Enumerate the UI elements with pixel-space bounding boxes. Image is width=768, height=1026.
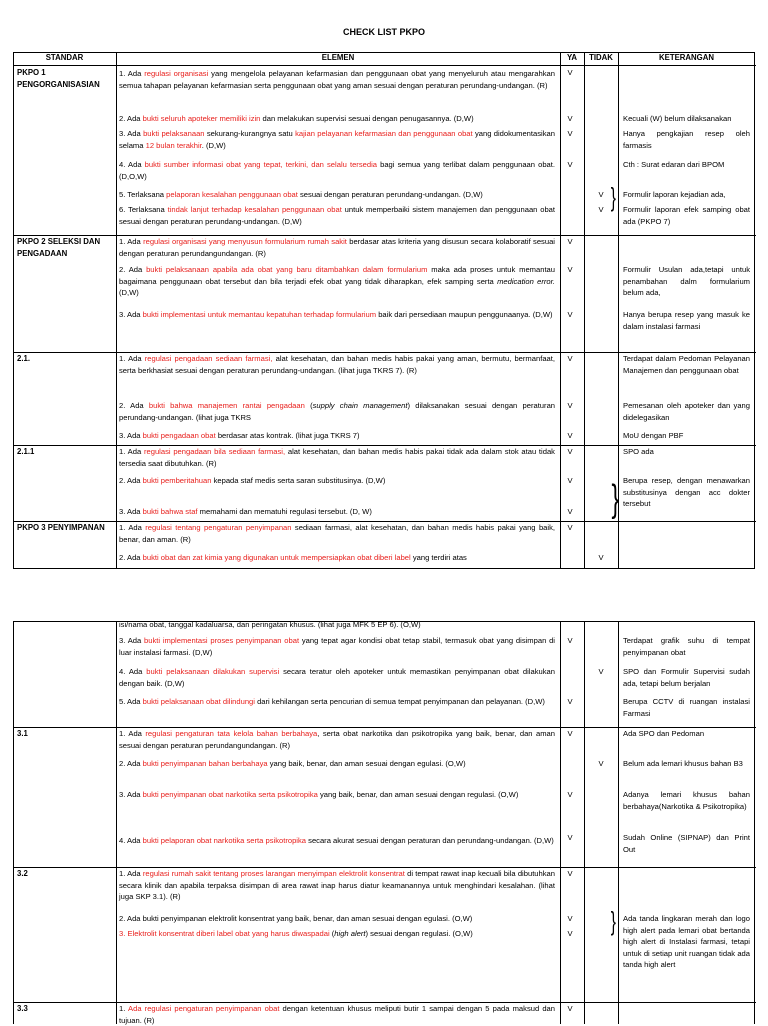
header-ya: YA xyxy=(566,53,578,62)
check-ya: V xyxy=(567,697,573,706)
column-divider xyxy=(116,621,117,1024)
check-tidak: V xyxy=(598,667,604,676)
element-item: 2. Ada bukti pemberitahuan kepada staf medis serta saran substitusinya. (D,W) xyxy=(119,476,386,485)
column-divider xyxy=(560,52,561,569)
keterangan-note: Hanya pengkajian resep oleh farmasis xyxy=(623,129,750,150)
header-divider xyxy=(13,65,756,66)
check-tidak: V xyxy=(598,205,604,214)
standard-label: 3.3 xyxy=(17,1004,28,1013)
header-tidak: TIDAK xyxy=(589,53,613,62)
check-ya: V xyxy=(567,129,573,138)
keterangan-note: MoU dengan PBF xyxy=(623,431,684,440)
element-item: 3. Ada bukti penyimpanan obat narkotika serta psikotropika yang baik, benar, dan aman sesuai dengan regulasi. (O,W) xyxy=(119,790,519,799)
keterangan-note: Adanya lemari khusus bahan berbahaya(Narkotika & Psikotropika) xyxy=(623,790,750,811)
keterangan-note: Sudah Online (SIPNAP) dan Print Out xyxy=(623,833,750,854)
keterangan-note: Terdapat dalam Pedoman Pelayanan Manajemen dan penggunaan obat xyxy=(623,354,750,375)
column-divider xyxy=(618,621,619,1024)
check-tidak: V xyxy=(598,190,604,199)
keterangan-note: Hanya berupa resep yang masuk ke dalam instalasi farmasi xyxy=(623,310,750,331)
check-ya: V xyxy=(567,833,573,842)
check-ya: V xyxy=(567,914,573,923)
element-item: 1. Ada regulasi organisasi yang mengelola pelayanan kefarmasian dan penggunaan obat yang menyeluruh atau mengarahkan semua tahapan pelayanan kefarmasian serta penggunaan obat yang aman sesuai dengan peraturan perundang-undangan. (R) xyxy=(119,69,555,90)
element-item: 3. Elektrolit konsentrat diberi label obat yang harus diwaspadai (high alert) sesuai dengan regulasi. (O,W) xyxy=(119,929,473,938)
element-item: 1. Ada regulasi tentang pengaturan penyimpanan sediaan farmasi, alat kesehatan, dan bahan medis habis pakai yang baik, benar, dan aman. (R) xyxy=(119,523,555,544)
element-item: isi/nama obat, tanggal kadaluarsa, dan peringatan khusus. (lihat juga MFK 5 EP 6). (O,W) xyxy=(119,620,421,629)
check-ya: V xyxy=(567,160,573,169)
check-ya: V xyxy=(567,68,573,77)
element-item: 4. Ada bukti pelaporan obat narkotika serta psikotropika secara akurat sesuai dengan peraturan dan perundang-undangan. (D,W) xyxy=(119,836,554,845)
checklist-table-page-2 xyxy=(13,621,756,1024)
header-standar: STANDAR xyxy=(45,53,84,62)
element-item: 3. Ada bukti implementasi untuk memantau kepatuhan terhadap formularium baik dari persediaan maupun penggunaanya. (D,W) xyxy=(119,310,553,319)
check-ya: V xyxy=(567,265,573,274)
checklist-table-page-1 xyxy=(13,52,756,569)
check-ya: V xyxy=(567,523,573,532)
check-ya: V xyxy=(567,507,573,516)
element-item: 5. Ada bukti pelaksanaan obat dilindungi dari kehilangan serta pencurian di semua tempat penyimpanan dan pelayanan. (D,W) xyxy=(119,697,545,706)
keterangan-note: Ada SPO dan Pedoman xyxy=(623,729,705,738)
header-elemen: ELEMEN xyxy=(321,53,355,62)
element-item: 1. Ada regulasi pengadaan bila sediaan farmasi, alat kesehatan, dan bahan medis habis pakai tidak ada dalam stok atau tidak tersedia saat dibutuhkan. (R) xyxy=(119,447,555,468)
keterangan-note: Terdapat grafik suhu di tempat penyimpanan obat xyxy=(623,636,750,657)
check-ya: V xyxy=(567,237,573,246)
element-item: 4. Ada bukti sumber informasi obat yang tepat, terkini, dan selalu tersedia bagi semua yang terlibat dalam penggunaan obat. (D,O,W) xyxy=(119,160,555,181)
standard-label: PKPO 2 SELEKSI DAN PENGADAAN xyxy=(17,237,101,259)
page-title: CHECK LIST PKPO xyxy=(342,27,425,37)
check-ya: V xyxy=(567,790,573,799)
element-item: 1. Ada regulasi pengaturan penyimpanan obat dengan ketentuan khusus meliputi butir 1 sampai dengan 5 pada maksud dan tujuan. (R) xyxy=(119,1004,555,1025)
standard-label: PKPO 1 PENGORGANISASIAN xyxy=(17,68,100,90)
standard-label: 3.1 xyxy=(17,729,28,738)
keterangan-note: SPO ada xyxy=(623,447,654,456)
brace-mark: } xyxy=(611,478,620,520)
element-item: 2. Ada bukti penyimpanan bahan berbahaya yang baik, benar, dan aman sesuai dengan egulasi. (O,W) xyxy=(119,759,466,768)
element-item: 6. Terlaksana tindak lanjut terhadap kesalahan penggunaan obat untuk memperbaiki sistem manajemen dan penggunaan obat sesuai dengan peraturan perundang-undangan. (D,W) xyxy=(119,205,556,226)
element-item: 3. Ada bukti implementasi proses penyimpanan obat yang tepat agar kondisi obat tetap stabil, termasuk obat yang disimpan di luar instalasi farmasi. (D,W) xyxy=(119,636,555,657)
standard-label: 3.2 xyxy=(17,869,28,878)
check-ya: V xyxy=(567,476,573,485)
keterangan-note: Cth : Surat edaran dari BPOM xyxy=(623,160,725,169)
check-ya: V xyxy=(567,869,573,878)
element-item: 1. Ada regulasi pengadaan sediaan farmasi, alat kesehatan, dan bahan medis habis pakai yang aman, bermutu, bermanfaat, serta berkhasiat sesuai dengan peraturan perundang-undangan. (lihat juga TKRS 7). (R) xyxy=(119,354,555,375)
element-item: 1. Ada regulasi organisasi yang menyusun formularium rumah sakit berdasar atas kriteria yang disusun secara kolaboratif sesuai dengan peraturan perundangundangan. (R) xyxy=(119,237,555,258)
element-item: 2. Ada bukti bahwa manajemen rantai pengadaan (supply chain management) dilaksanakan sesuai dengan peraturan perundang-undangan. (lihat juga TKRS xyxy=(119,401,556,422)
column-divider xyxy=(584,52,585,569)
check-tidak: V xyxy=(598,759,604,768)
keterangan-note: Formulir laporan efek samping obat ada (PKPO 7) xyxy=(623,205,750,226)
element-item: 2. Ada bukti pelaksanaan apabila ada obat yang baru ditambahkan dalam formularium maka ada proses untuk memantau bagaimana penggunaan obat tersebut dan bila terjadi efek obat yang tidak diharapkan, efek samping serta medication error. (D,W) xyxy=(119,265,556,298)
element-item: 2. Ada bukti obat dan zat kimia yang digunakan untuk mempersiapkan obat diberi label yang terdiri atas xyxy=(119,553,467,562)
header-keterangan: KETERANGAN xyxy=(658,53,714,62)
keterangan-note: Formulir laporan kejadian ada, xyxy=(623,190,726,199)
check-ya: V xyxy=(567,447,573,456)
check-ya: V xyxy=(567,929,573,938)
keterangan-note: Kecuali (W) belum dilaksanakan xyxy=(623,114,732,123)
column-divider xyxy=(584,621,585,1024)
element-item: 1. Ada regulasi rumah sakit tentang proses larangan menyimpan elektrolit konsentrat di tempat rawat inap kecuali bila dibutuhkan secara klinik dan apabila terpaksa disimpan di area rawat inap harus diatur keamanannya untuk menghindari kesalahan. (lihat juga SKP 3.1). (R) xyxy=(119,869,555,902)
brace-mark: } xyxy=(610,182,616,212)
keterangan-note: Berupa CCTV di ruangan instalasi Farmasi xyxy=(623,697,750,718)
keterangan-note: Berupa resep, dengan menawarkan substitusinya dengan acc dokter tersebut xyxy=(623,476,750,509)
check-ya: V xyxy=(567,354,573,363)
element-item: 5. Terlaksana pelaporan kesalahan penggunaan obat sesuai dengan peraturan perundang-undangan. (D,W) xyxy=(119,190,483,199)
keterangan-note: Formulir Usulan ada,tetapi untuk penambahan dalm formularium belum ada, xyxy=(623,265,750,298)
column-divider xyxy=(560,621,561,1024)
keterangan-note: Belum ada lemari khusus bahan B3 xyxy=(623,759,743,768)
check-ya: V xyxy=(567,729,573,738)
keterangan-note: Ada tanda lingkaran merah dan logo high alert pada lemari obat bertanda high alert di Instalasi farmasi, tetapi untuk di setiap unit ruangan tidak ada tanda high alert xyxy=(623,914,750,970)
element-item: 3. Ada bukti pengadaan obat berdasar atas kontrak. (lihat juga TKRS 7) xyxy=(119,431,360,440)
element-item: 2. Ada bukti penyimpanan elektrolit konsentrat yang baik, benar, dan aman sesuai dengan egulasi. (O,W) xyxy=(119,914,473,923)
element-item: 2. Ada bukti seluruh apoteker memiliki izin dan melakukan supervisi sesuai dengan penugasannya. (D,W) xyxy=(119,114,474,123)
check-ya: V xyxy=(567,431,573,440)
standard-label: 2.1.1 xyxy=(17,447,35,456)
keterangan-note: SPO dan Formulir Supervisi sudah ada, tetapi belum berjalan xyxy=(623,667,750,688)
check-ya: V xyxy=(567,401,573,410)
brace-mark: } xyxy=(610,906,616,936)
element-item: 1. Ada regulasi pengaturan tata kelola bahan berbahaya, serta obat narkotika dan psikotropika yang baik, benar, dan aman sesuai dengan peraturan perundangundangan. (R) xyxy=(119,729,555,750)
check-tidak: V xyxy=(598,553,604,562)
element-item: 4. Ada bukti pelaksanaan dilakukan supervisi secara teratur oleh apoteker untuk memastikan penyimpanan obat dilakukan dengan baik. (D,W) xyxy=(119,667,555,688)
keterangan-note: Pemesanan oleh apoteker dan yang didelegasikan xyxy=(623,401,750,422)
check-ya: V xyxy=(567,310,573,319)
standard-label: PKPO 3 PENYIMPANAN xyxy=(17,523,105,532)
column-divider xyxy=(116,52,117,569)
check-ya: V xyxy=(567,114,573,123)
element-item: 3. Ada bukti pelaksanaan sekurang-kurangnya satu kajian pelayanan kefarmasian dan penggunaan obat yang didokumentasikan selama 12 bulan terakhir. (D,W) xyxy=(119,129,555,150)
check-ya: V xyxy=(567,636,573,645)
standard-label: 2.1. xyxy=(17,354,31,363)
check-ya: V xyxy=(567,1004,573,1013)
element-item: 3. Ada bukti bahwa staf memahami dan mematuhi regulasi tersebut. (D, W) xyxy=(119,507,372,516)
